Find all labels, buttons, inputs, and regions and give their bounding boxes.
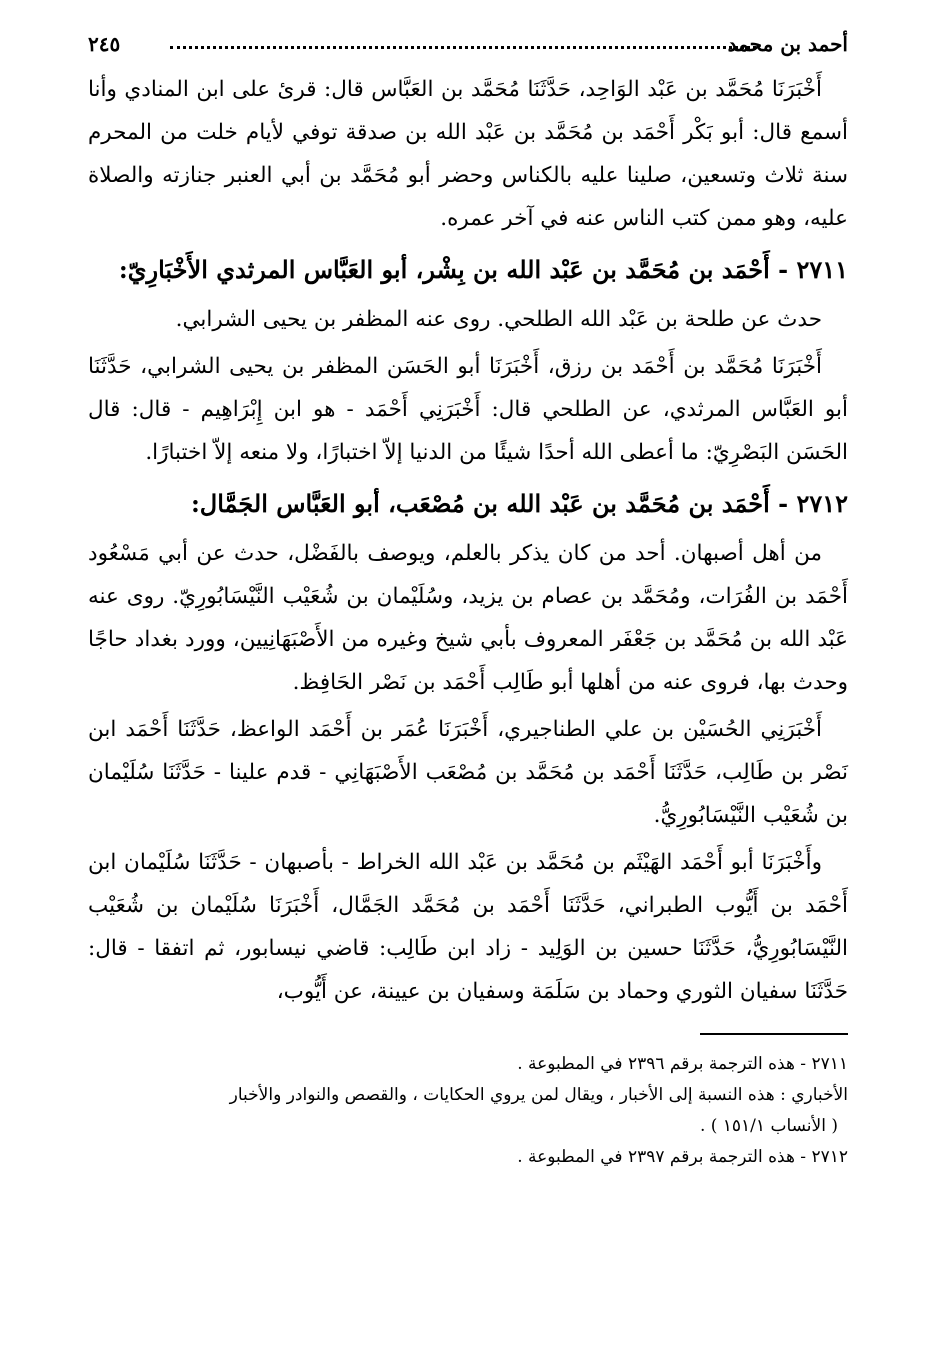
leader-dots	[170, 46, 756, 49]
footnote: الأخباري : هذه النسبة إلى الأخبار ، ويقال لمن يروي الحكايات ، والقصص والنوادر والأخبار	[229, 1085, 848, 1105]
paragraph: حدث عن طلحة بن عَبْد الله الطلحي. روى عنه المظفر بن يحيى الشرابي.	[175, 307, 822, 332]
footnote: ٢٧١١ - هذه الترجمة برقم ٢٣٩٦ في المطبوعة .	[517, 1054, 848, 1074]
page-number: ٢٤٥	[88, 32, 121, 56]
paragraph: وأَخْبَرَنَا أبو أَحْمَد الهَيْثَم بن مُحَمَّد بن عَبْد الله الخراط - بأصبهان - حَدَّثَنَا سُلَيْمان ابن أَحْمَد بن أَيُّوب الطبراني، حَدَّثَنَا أَحْمَد بن مُحَمَّد الجَمَّال، أَخْبَرَنَا سُلَيْمان بن شُعَيْب النَّيْسَابُورِيُّ، حَدَّثَنَا حسين بن الوَلِيد - زاد ابن طَالِب: قاضي نيسابور، ثم اتفقا - قال: حَدَّثَنَا سفيان الثوري وحماد بن سَلَمَة وسفيان بن عيينة، عن أَيُّوب،	[88, 850, 848, 1004]
entry-heading-2711: ٢٧١١ - أَحْمَد بن مُحَمَّد بن عَبْد الله بن بِشْر، أبو العَبَّاس المرثدي الأَخْبَارِيّ:	[118, 255, 848, 284]
running-head-title: أحمد بن محمد	[727, 32, 848, 56]
paragraph: أَخْبَرَنِي الحُسَيْن بن علي الطناجيري، أَخْبَرَنَا عُمَر بن أَحْمَد الواعظ، حَدَّثَنَا أَحْمَد ابن نَصْر بن طَالِب، حَدَّثَنَا أَحْمَد بن مُحَمَّد بن مُصْعَب الأَصْبَهَانِي - قدم علينا - حَدَّثَنَا سُلَيْمان بن شُعَيْب النَّيْسَابُورِيُّ.	[88, 717, 848, 828]
entry-heading-2712: ٢٧١٢ - أَحْمَد بن مُحَمَّد بن عَبْد الله بن مُصْعَب، أبو العَبَّاس الجَمَّال:	[190, 489, 848, 518]
footnote: ( الأنساب ١٥١/١ ) .	[699, 1116, 838, 1136]
paragraph: أَخْبَرَنَا مُحَمَّد بن عَبْد الوَاحِد، حَدَّثَنَا مُحَمَّد بن العَبَّاس قال: قرئ على ابن المنادي وأنا أسمع قال: أبو بَكْر أَحْمَد بن مُحَمَّد بن عَبْد الله بن صدقة توفي لأيام خلت من المحرم سنة ثلاث وتسعين، صلينا عليه بالكناس وحضر أبو مُحَمَّد بن أبي العنبر جنازته والصلاة عليه، وهو ممن كتب الناس عنه في آخر عمره.	[88, 77, 848, 231]
main-text	[88, 68, 848, 1013]
footnotes	[88, 1049, 848, 1173]
book-page	[88, 28, 848, 1338]
paragraph: أَخْبَرَنَا مُحَمَّد بن أَحْمَد بن رزق، أَخْبَرَنَا أبو الحَسَن المظفر بن يحيى الشرابي، حَدَّثَنَا أبو العَبَّاس المرثدي، عن الطلحي قال: أَخْبَرَنِي أَحْمَد - هو ابن إِبْرَاهِيم - قال: قال الحَسَن البَصْرِيّ: ما أعطى الله أحدًا شيئًا من الدنيا إلاّ اختبارًا، ولا منعه إلاّ اختبارًا.	[88, 354, 848, 465]
running-head	[88, 28, 848, 60]
footnote-divider	[700, 1033, 848, 1035]
paragraph: من أهل أصبهان. أحد من كان يذكر بالعلم، ويوصف بالفَضْل، حدث عن أبي مَسْعُود أَحْمَد بن الفُرَات، ومُحَمَّد بن عصام بن يزيد، وسُلَيْمان بن شُعَيْب النَّيْسَابُورِيّ. روى عنه عَبْد الله بن مُحَمَّد بن جَعْفَر المعروف بأبي شيخ وغيره من الأَصْبَهَانِيين، وورد بغداد حاجًا وحدث بها، فروى عنه من أهلها أبو طَالِب أَحْمَد بن نَصْر الحَافِظ.	[88, 541, 848, 695]
footnote: ٢٧١٢ - هذه الترجمة برقم ٢٣٩٧ في المطبوعة .	[517, 1147, 848, 1167]
